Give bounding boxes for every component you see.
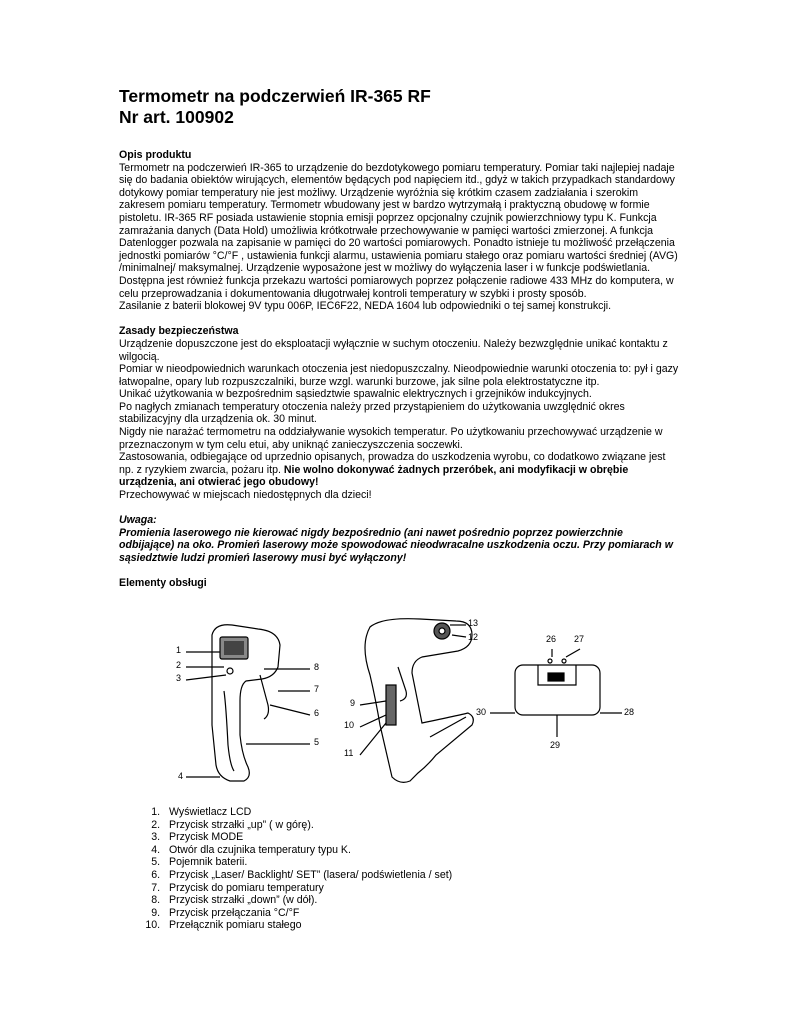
callout-7: 7 — [314, 684, 320, 694]
title-line-1: Termometr na podczerwień IR-365 RF — [119, 86, 431, 106]
front-mode-button — [227, 668, 233, 674]
thermometer-illustration — [160, 605, 640, 795]
callout-8: 8 — [314, 662, 320, 672]
side-device-outline — [365, 619, 473, 783]
list-item: 5. Pojemnik baterii. — [163, 856, 679, 869]
list-item: 4. Otwór dla czujnika temperatury typu K. — [163, 844, 679, 857]
title-line-2: Nr art. 100902 — [119, 107, 234, 127]
callout-26: 26 — [546, 634, 557, 644]
side-buttons — [386, 685, 396, 725]
callout-30: 30 — [476, 707, 487, 717]
opis-paragraph-2: Dostępna jest również funkcja przekazu wartości pomiarowych poprzez połączenie radiowe 433 MHz do komputera, w celu przeprowadzania i dokumentowania długotrwałej kontroli temperatury w szybki i prosty sposób. — [119, 274, 674, 300]
document-page — [119, 86, 679, 590]
zasady-heading: Zasady bezpieczeństwa — [119, 325, 239, 338]
zasady-paragraph-7: Przechowywać w miejscach niedostępnych dla dzieci! — [119, 489, 372, 502]
section-zasady — [119, 325, 679, 501]
callout-6: 6 — [314, 708, 320, 718]
detail-pin-left — [548, 659, 552, 663]
detail-connector — [548, 673, 564, 681]
callout-2: 2 — [176, 660, 182, 670]
elementy-heading: Elementy obsługi — [119, 577, 207, 590]
front-grip-line — [224, 691, 234, 771]
zasady-p6-bold: Nie wolno dokonywać żadnych przeróbek, ani modyfikacji w obrębie urządzenia, ani otwierać jego obudowy! — [119, 463, 629, 489]
list-item: 7. Przycisk do pomiaru temperatury — [163, 882, 679, 895]
callout-29: 29 — [550, 740, 561, 750]
callout-13: 13 — [468, 618, 479, 628]
opis-paragraph-1: Termometr na podczerwień IR-365 to urządzenie do bezdotykowego pomiaru temperatury. Pomiar taki najlepiej nadaje się do badania obiektów wirujących, elementów będących pod napięciem itd., gdyż w takich przypadkach standardowy dotykowy pomiar temperatury nie jest możliwy. Urządzenie wyróżnia się krótkim czasem zadziałania i szerokim zakresem pomiaru temperatury. Termometr wbudowany jest w bardzo wytrzymałą i praktyczną obudowę w formie pistoletu. IR-365 RF posiada ustawienie stopnia emisji poprzez opcjonalny czujnik powierzchniowy typu K. Funkcja zamrażania danych (Data Hold) umożliwia krótkotrwałe przechowywanie w pamięci wartości zmierzonej. A funkcja Datenlogger pozwala na zapisanie w pamięci do 20 wartości pomiarowych. Ponadto istnieje tu możliwość przełączenia jednostki pomiarów °C/°F , ustawienia funkcji alarmu, ustawienia pomiaru stałego oraz pomiaru wartości średniej (AVG) /minimalnej/ maksymalnej. Urządzenie wyposażone jest w możliwy do wyłączenia laser i w funkcje podświetlania. — [119, 161, 678, 275]
callout-10: 10 — [344, 720, 355, 730]
uwaga-heading: Uwaga: — [119, 514, 157, 527]
list-item: 6. Przycisk „Laser/ Backlight/ SET” (lasera/ podświetlenia / set) — [163, 869, 679, 882]
side-trigger — [398, 667, 406, 701]
callout-4: 4 — [178, 771, 184, 781]
callout-3: 3 — [176, 673, 182, 683]
section-uwaga — [119, 514, 679, 564]
uwaga-text: Promienia laserowego nie kierować nigdy bezpośrednio (ani nawet pośrednio poprzez powierzchnie odbijające) na oko. Promień laserowy może spowodować nieodwracalne uszkodzenia oczu. Przy pomiarach w sąsiedztwie ludzi promień laserowy musi być wyłączony! — [119, 526, 673, 564]
callout-11: 11 — [344, 748, 354, 758]
callout-28: 28 — [624, 707, 635, 717]
elements-list — [119, 806, 679, 932]
zasady-paragraph-2: Pomiar w nieodpowiednich warunkach otoczenia jest niedopuszczalny. Nieodpowiednie warunki otoczenia to: pył i gazy łatwopalne, opary lub rozpuszczalniki, burze wzgl. warunki burzowe, jak silne pola elektrostatyczne itp. — [119, 363, 679, 388]
callout-9: 9 — [350, 698, 356, 708]
list-item: 10. Przełącznik pomiaru stałego — [163, 919, 679, 932]
list-item: 1. Wyświetlacz LCD — [163, 806, 679, 819]
zasady-paragraph-1: Urządzenie dopuszczone jest do eksploatacji wyłącznie w suchym otoczeniu. Należy bezwzględnie unikać kontaktu z wilgocią. — [119, 337, 668, 363]
callout-1: 1 — [176, 645, 182, 655]
zasady-paragraph-4: Po nagłych zmianach temperatury otoczenia należy przed przystąpieniem do użytkowania uwzględnić okres stabilizacyjny dla urządzenia ok. 30 minut. — [119, 400, 625, 426]
section-elementy — [119, 577, 679, 590]
zasady-p6-normal: Zastosowania, odbiegające od uprzednio opisanych, prowadza do uszkodzenia wyrobu, co dodatkowo związane jest np. z ryzykiem zwarcia, pożaru itp. — [119, 451, 666, 476]
zasady-paragraph-3: Unikać użytkowania w bezpośrednim sąsiedztwie spawalnic elektrycznych i grzejników indukcyjnych. — [119, 388, 592, 401]
front-trigger — [260, 675, 269, 719]
callout-27: 27 — [574, 634, 585, 644]
callout-5: 5 — [314, 737, 320, 747]
elements-list-wrapper — [119, 800, 679, 932]
list-item: 3. Przycisk MODE — [163, 831, 679, 844]
zasady-paragraph-6 — [119, 451, 679, 489]
detail-pin-right — [562, 659, 566, 663]
opis-heading: Opis produktu — [119, 149, 192, 161]
section-opis — [119, 149, 679, 313]
list-item: 9. Przycisk przełączania °C/°F — [163, 907, 679, 920]
list-item: 8. Przycisk strzałki „down” (w dół). — [163, 894, 679, 907]
controls-figure — [160, 605, 640, 795]
zasady-paragraph-5: Nigdy nie narażać termometru na oddziaływanie wysokich temperatur. Po użytkowaniu przechowywać urządzenie w przeznaczonym w tym celu etui, aby uniknąć zanieczyszczenia soczewki. — [119, 426, 663, 451]
callout-12: 12 — [468, 632, 479, 642]
opis-paragraph-3: Zasilanie z baterii blokowej 9V typu 006P, IEC6F22, NEDA 1604 lub odpowiedniki o tej samej konstrukcji. — [119, 300, 612, 313]
list-item: 2. Przycisk strzałki „up” ( w górę). — [163, 819, 679, 832]
